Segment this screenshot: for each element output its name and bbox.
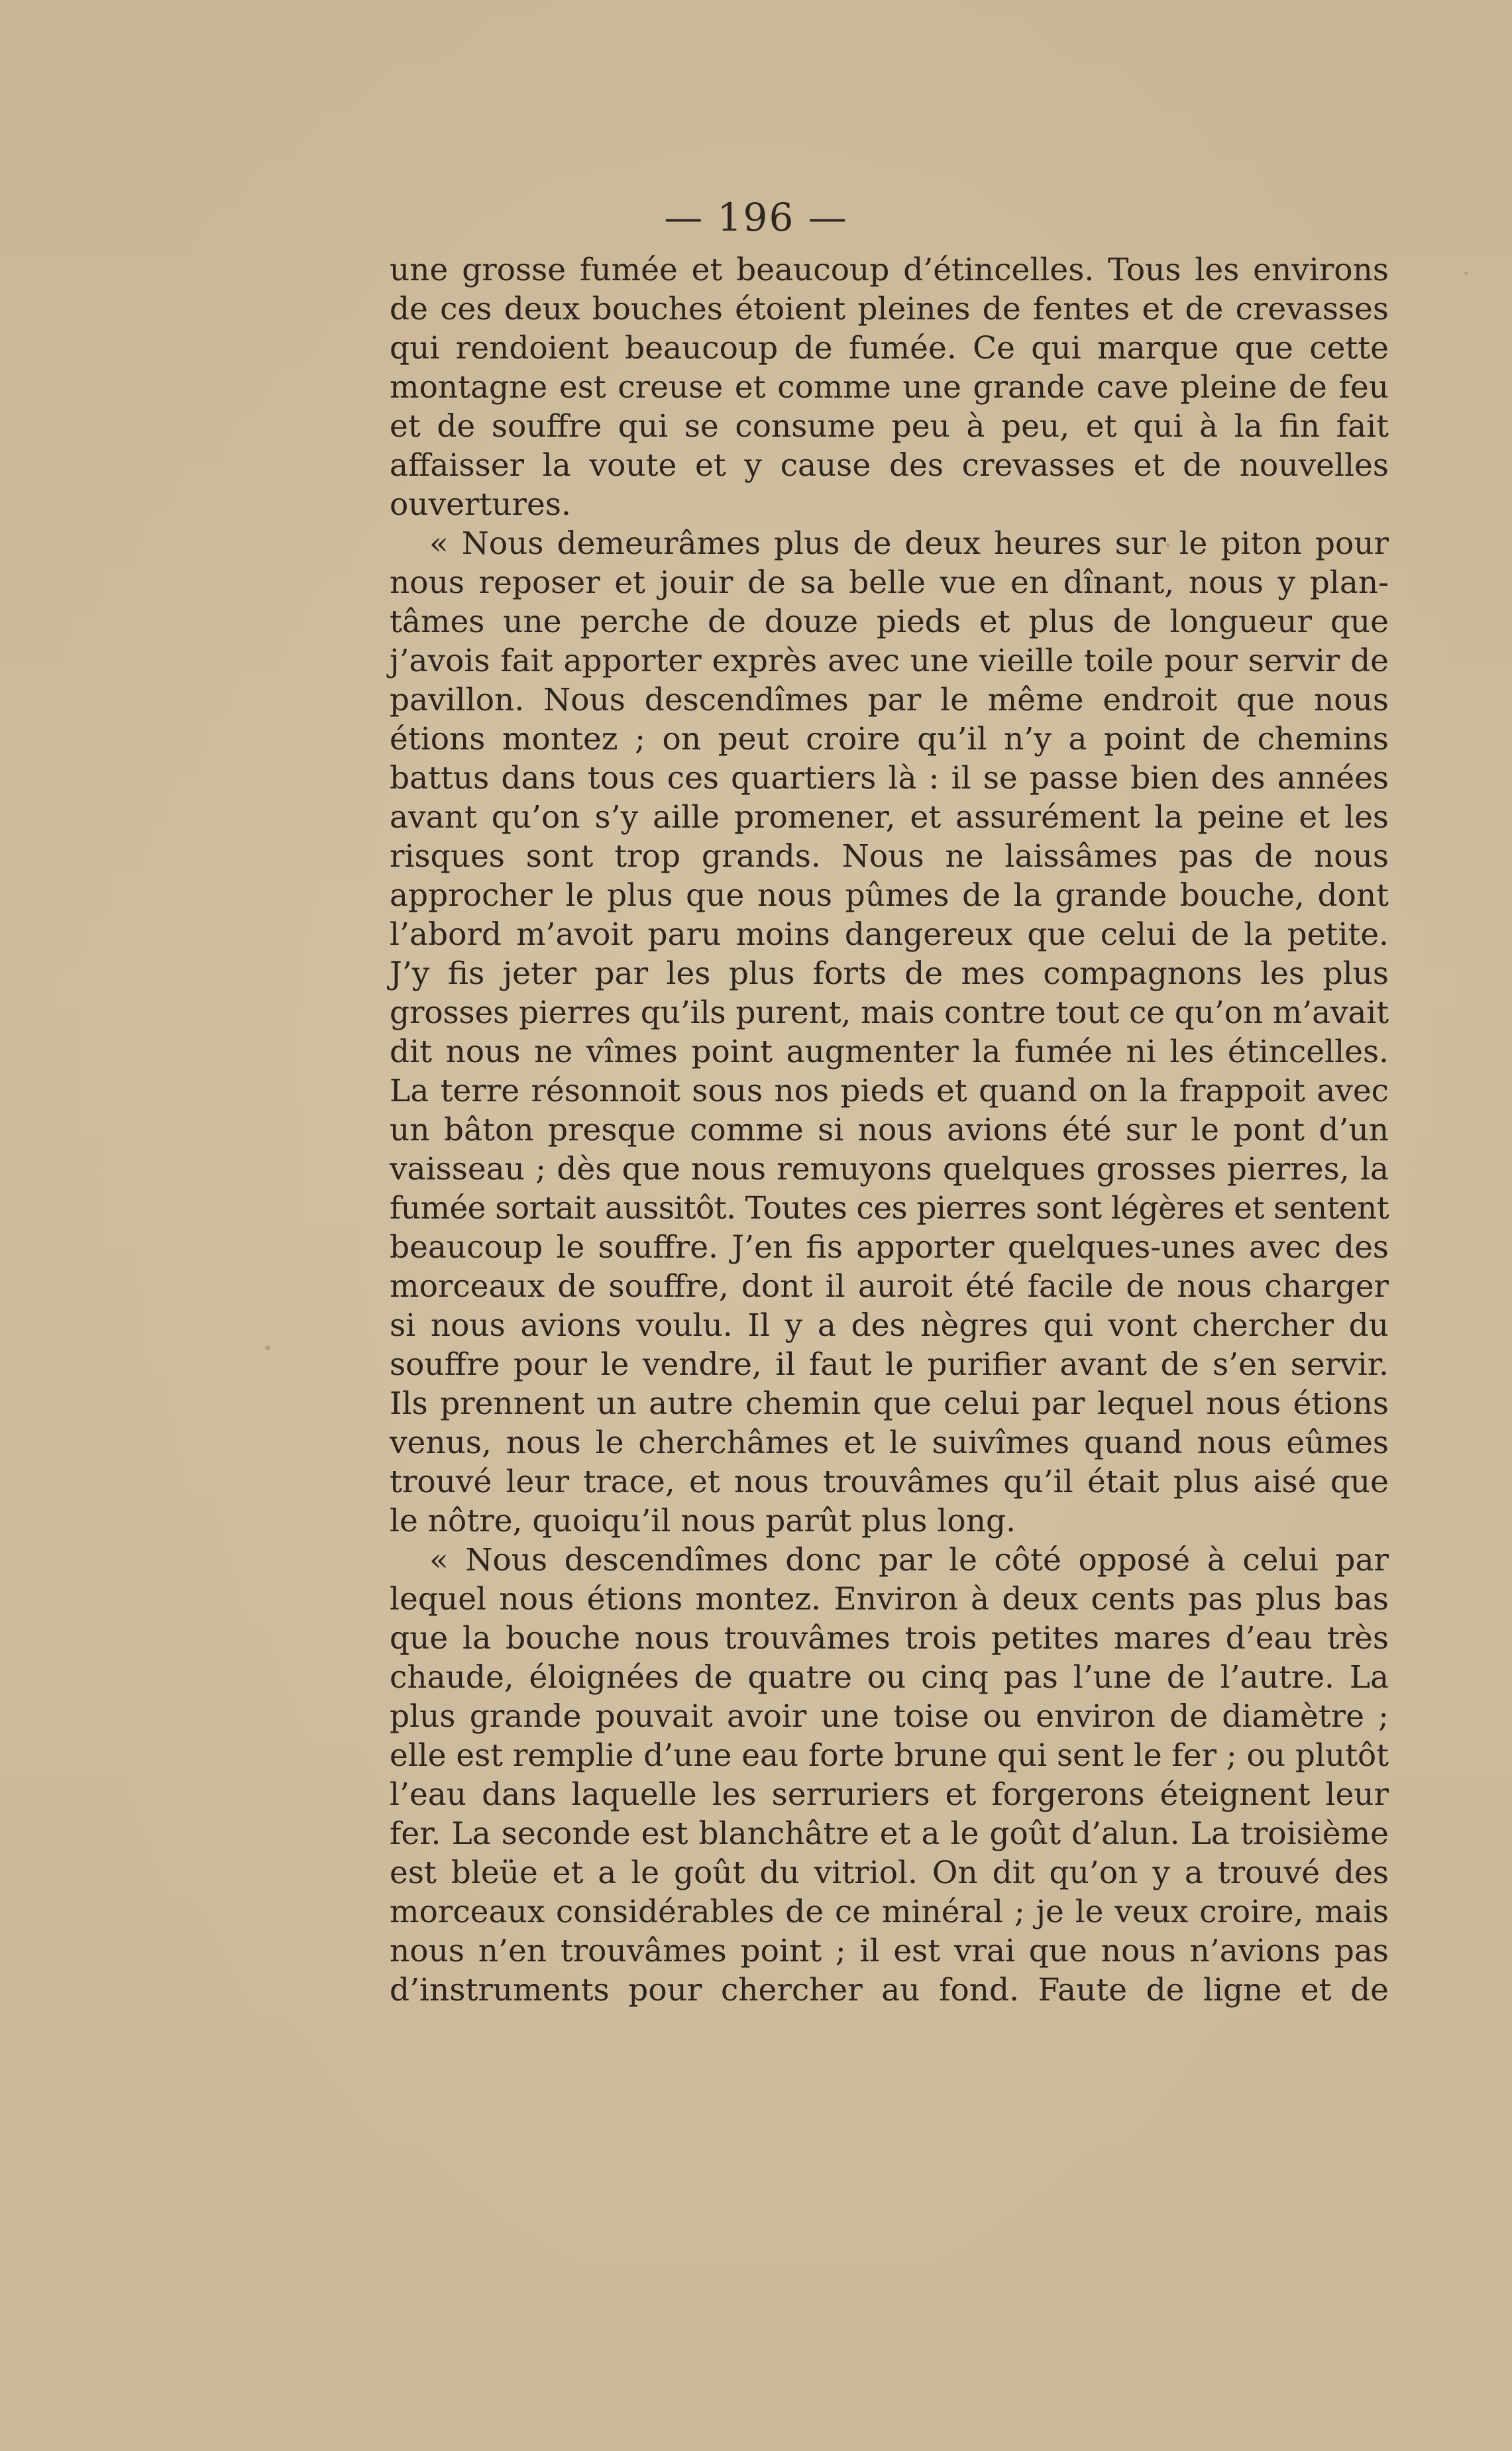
text-line: venus, nous le cherchâmes et le suivîmes quand nous eûmes [390,1425,1389,1461]
text-line: J’y fis jeter par les plus forts de mes compagnons les plus [390,955,1389,992]
paragraph-start-line: « Nous descendîmes donc par le côté opposé à celui par [429,1542,1389,1578]
text-line: est bleüe et a le goût du vitriol. On dit qu’on y a trouvé des [390,1855,1389,1891]
text-line: avant qu’on s’y aille promener, et assurément la peine et les [390,799,1389,836]
text-line: approcher le plus que nous pûmes de la grande bouche, dont [390,877,1389,914]
text-line: nous reposer et jouir de sa belle vue en dînant, nous y plan- [390,565,1389,601]
text-line: tâmes une perche de douze pieds et plus de longueur que [390,604,1389,640]
body-text [390,250,1389,2010]
text-line: trouvé leur trace, et nous trouvâmes qu’il était plus aisé que [390,1464,1389,1500]
text-line: grosses pierres qu’ils purent, mais contre tout ce qu’on m’avait [390,995,1389,1031]
text-line: étions montez ; on peut croire qu’il n’y a point de chemins [390,721,1389,757]
text-line: l’eau dans laquelle les serruriers et forgerons éteignent leur [390,1776,1389,1813]
page-number: — 196 — [664,195,848,240]
text-line: morceaux de souffre, dont il auroit été facile de nous charger [390,1268,1389,1305]
text-line: que la bouche nous trouvâmes trois petites mares d’eau très [390,1620,1389,1657]
text-line: lequel nous étions montez. Environ à deux cents pas plus bas [390,1581,1389,1617]
text-line: fumée sortait aussitôt. Toutes ces pierres sont légères et sentent [390,1190,1389,1226]
text-line: ouvertures. [390,486,571,523]
text-line: qui rendoient beaucoup de fumée. Ce qui marque que cette [390,330,1389,366]
text-line: risques sont trop grands. Nous ne laissâmes pas de nous [390,838,1389,875]
paragraph-start-line: « Nous demeurâmes plus de deux heures sur le piton pour [429,525,1389,562]
paper-speck [1464,272,1468,275]
text-line: montagne est creuse et comme une grande cave pleine de feu [390,369,1389,406]
text-line: pavillon. Nous descendîmes par le même endroit que nous [390,682,1389,718]
text-line: affaisser la voute et y cause des crevasses et de nouvelles [390,447,1389,484]
text-line: de ces deux bouches étoient pleines de fentes et de crevasses [390,291,1389,327]
text-line: une grosse fumée et beaucoup d’étincelles. Tous les environs [390,252,1389,288]
text-line: fer. La seconde est blanchâtre et a le goût d’alun. La troisième [390,1816,1389,1852]
text-line: souffre pour le vendre, il faut le purifier avant de s’en servir. [390,1346,1389,1383]
text-line: j’avois fait apporter exprès avec une vieille toile pour servir de [390,643,1389,679]
text-line: beaucoup le souffre. J’en fis apporter quelques-unes avec des [390,1229,1389,1266]
text-line: et de souffre qui se consume peu à peu, et qui à la fin fait [390,408,1389,445]
text-line: nous n’en trouvâmes point ; il est vrai que nous n’avions pas [390,1933,1389,1969]
text-line: d’instruments pour chercher au fond. Faute de ligne et de [390,1972,1389,2008]
text-line: si nous avions voulu. Il y a des nègres qui vont chercher du [390,1307,1389,1344]
text-line: La terre résonnoit sous nos pieds et quand on la frappoit avec [390,1073,1389,1109]
text-line: chaude, éloignées de quatre ou cinq pas l’une de l’autre. La [390,1659,1389,1696]
text-line: vaisseau ; dès que nous remuyons quelques grosses pierres, la [390,1151,1389,1187]
text-line: elle est remplie d’une eau forte brune qui sent le fer ; ou plutôt [390,1737,1389,1774]
text-line: l’abord m’avoit paru moins dangereux que celui de la petite. [390,916,1389,953]
paper-speck [1166,543,1170,547]
text-line: battus dans tous ces quartiers là : il se passe bien des années [390,760,1389,796]
text-line: Ils prennent un autre chemin que celui par lequel nous étions [390,1386,1389,1422]
text-line: le nôtre, quoiqu’il nous parût plus long. [390,1503,1016,1539]
text-line: dit nous ne vîmes point augmenter la fumée ni les étincelles. [390,1034,1389,1070]
text-line: plus grande pouvait avoir une toise ou environ de diamètre ; [390,1698,1389,1735]
paper-speck [265,1345,270,1350]
text-line: morceaux considérables de ce minéral ; je le veux croire, mais [390,1894,1389,1930]
text-line: un bâton presque comme si nous avions été sur le pont d’un [390,1112,1389,1148]
